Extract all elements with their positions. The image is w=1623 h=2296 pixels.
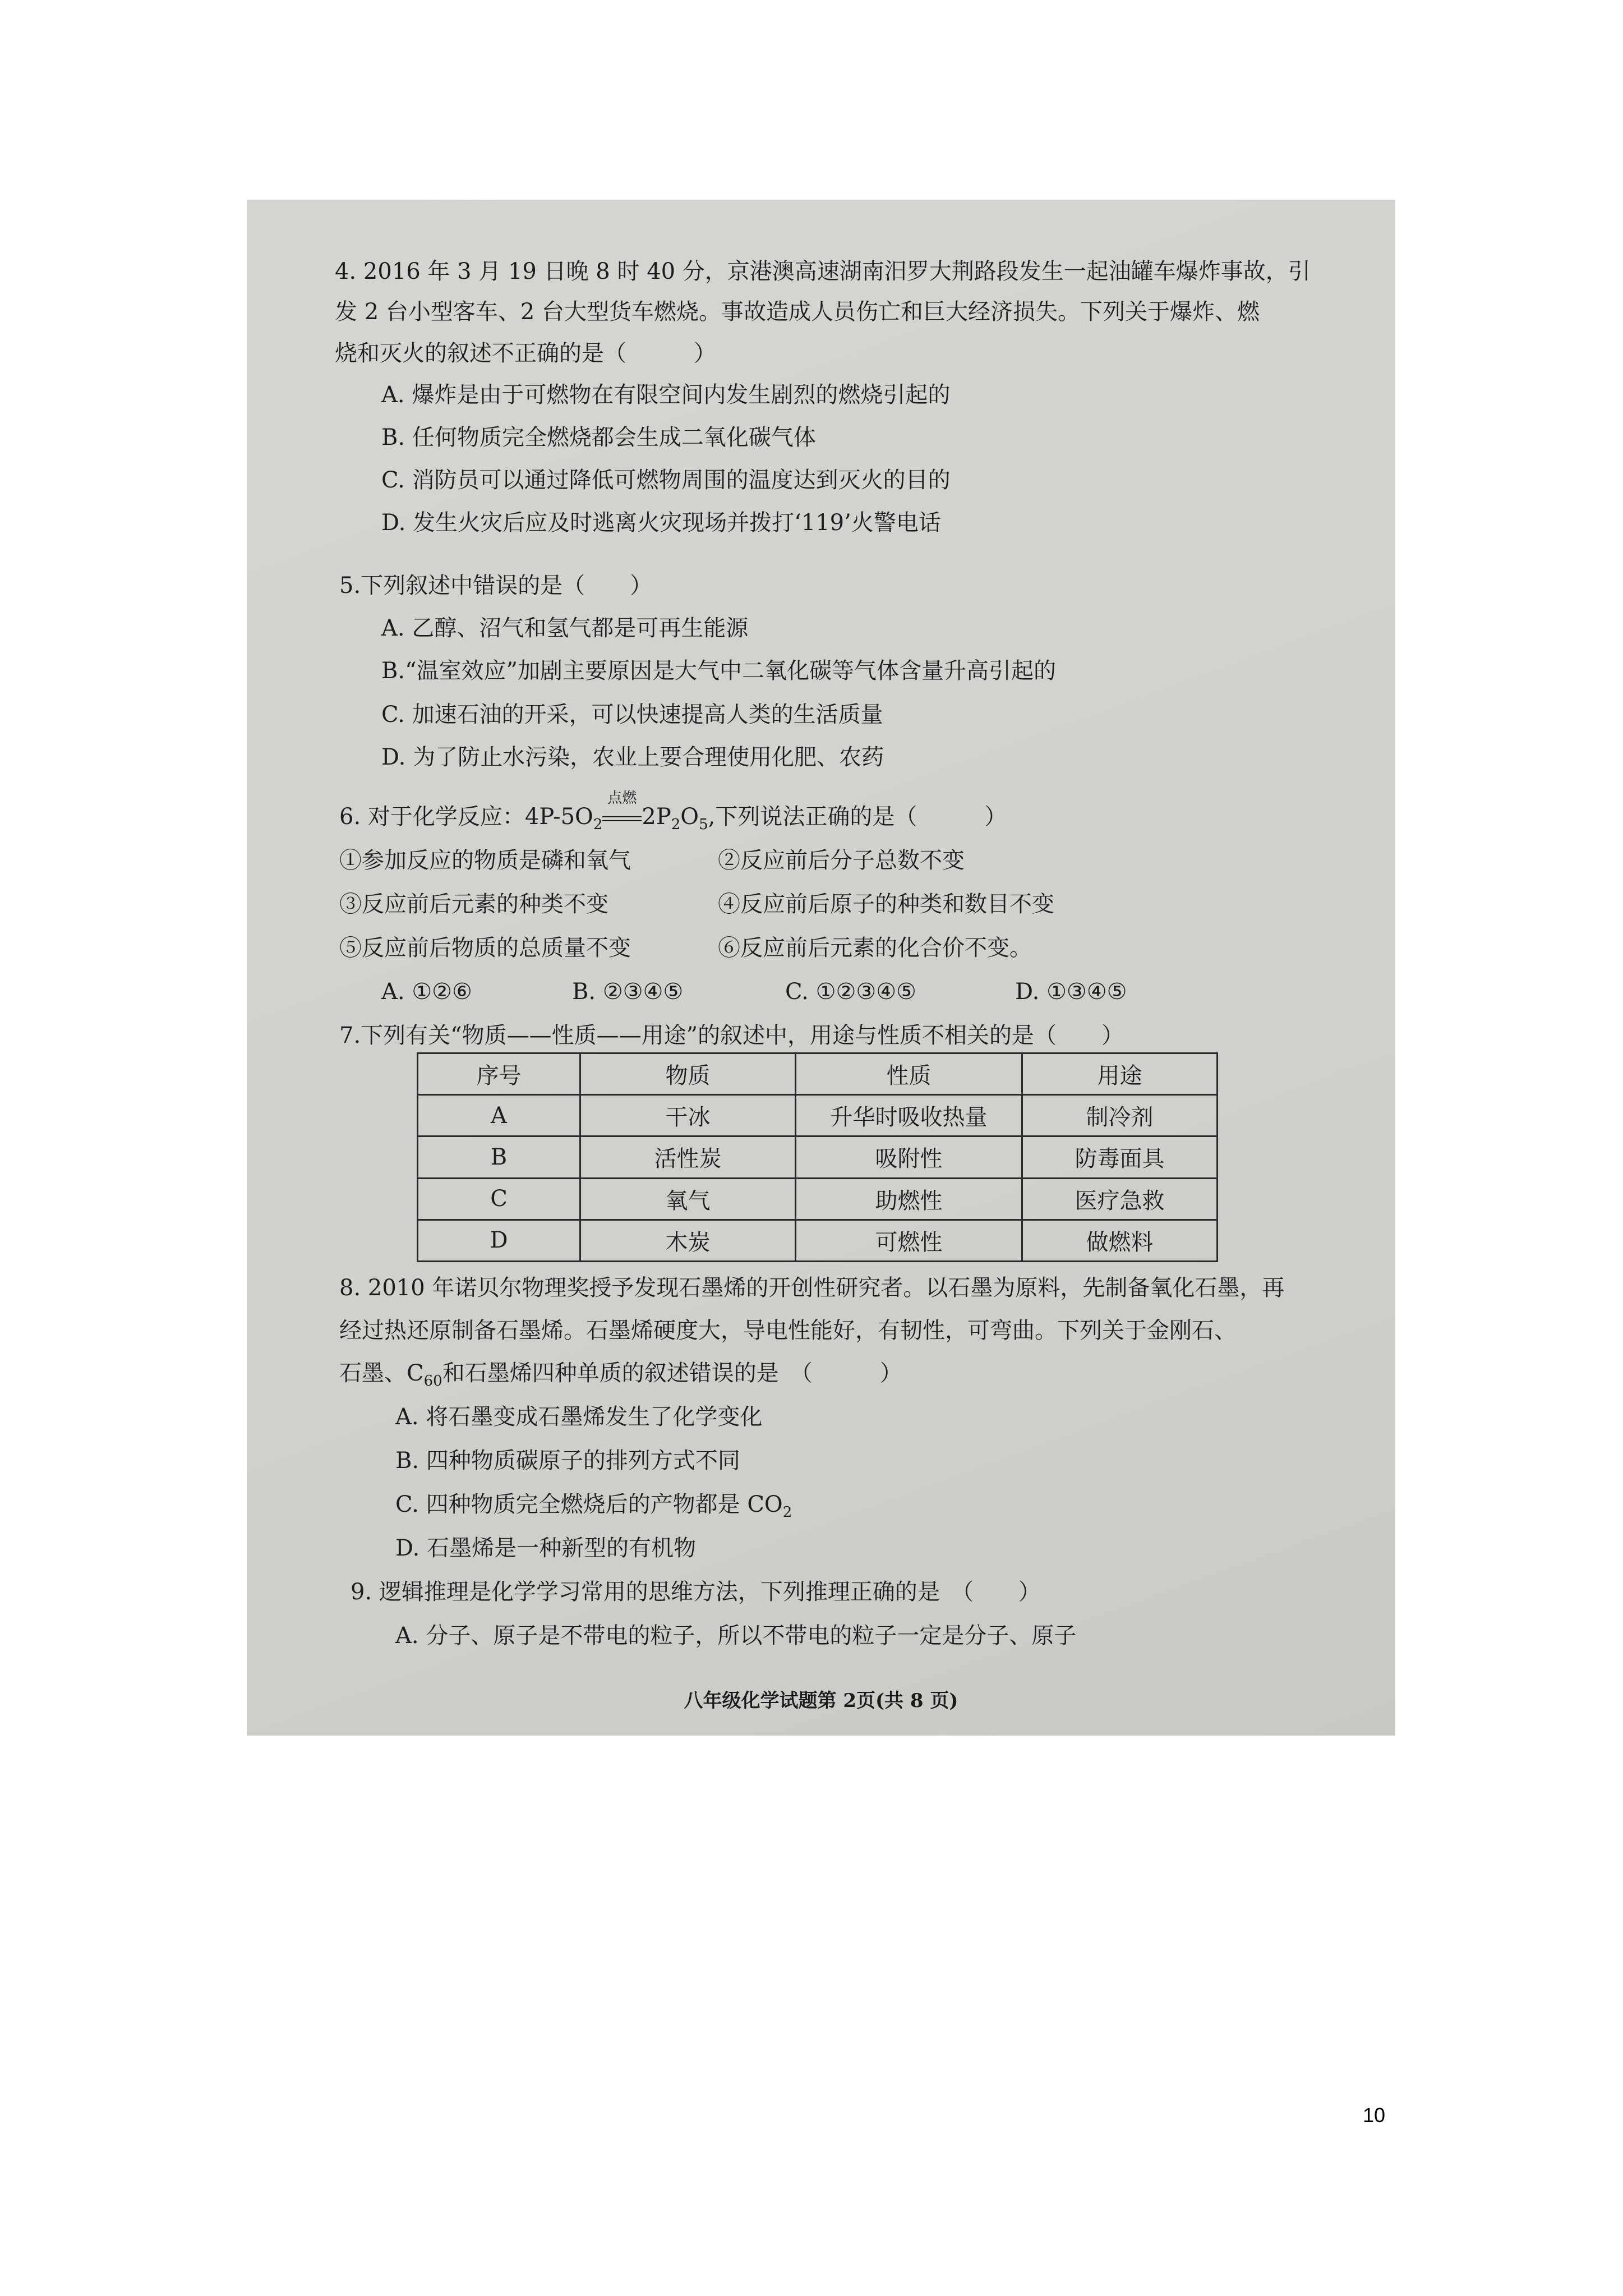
table-row xyxy=(418,1178,1218,1220)
q6-statement-4: ④反应前后原子的种类和数目不变 xyxy=(718,891,1054,917)
q6-eq-right-sub1: 2 xyxy=(671,816,681,833)
q8-option-a: A. 将石墨变成石墨烯发生了化学变化 xyxy=(395,1404,763,1430)
q4-option-a: A. 爆炸是由于可燃物在有限空间内发生剧烈的燃烧引起的 xyxy=(381,382,951,408)
table-cell: 做燃料 xyxy=(1022,1220,1218,1261)
table-cell: 吸附性 xyxy=(796,1137,1022,1178)
q6-statement-6: ⑥反应前后元素的化合价不变。 xyxy=(718,935,1032,961)
table-cell: 助燃性 xyxy=(796,1178,1022,1220)
q6-statement-2: ②反应前后分子总数不变 xyxy=(718,848,965,873)
q7-stem: 7.下列有关“物质——性质——用途”的叙述中，用途与性质不相关的是（ ） xyxy=(339,1023,1124,1048)
q6-statement-3: ③反应前后元素的种类不变 xyxy=(339,891,608,917)
q6-option-a: A. ①②⑥ xyxy=(381,979,472,1005)
table-cell: 木炭 xyxy=(580,1220,796,1261)
q5-option-d: D. 为了防止水污染，农业上要合理使用化肥、农药 xyxy=(381,744,884,770)
q5-stem: 5.下列叙述中错误的是（ ） xyxy=(339,573,653,599)
q6-option-d: D. ①③④⑤ xyxy=(1015,979,1127,1005)
q6-eq-right: 2P xyxy=(642,804,671,830)
table-cell: B xyxy=(418,1137,580,1178)
q4-option-c: C. 消防员可以通过降低可燃物周围的温度达到灭火的目的 xyxy=(381,467,951,493)
q6-stem-prefix: 6. 对于化学反应： xyxy=(339,804,525,830)
table-cell: 干冰 xyxy=(580,1095,796,1137)
table-cell: 升华时吸收热量 xyxy=(796,1095,1022,1137)
q5-option-a: A. 乙醇、沼气和氢气都是可再生能源 xyxy=(381,615,749,641)
exam-page-footer: 八年级化学试题第 2页(共 8 页) xyxy=(684,1690,958,1712)
q8-stem-line-3 xyxy=(339,1362,902,1388)
q7-table xyxy=(417,1052,1218,1262)
table-row xyxy=(418,1220,1218,1261)
table-cell: 制冷剂 xyxy=(1022,1095,1218,1137)
q4-stem-line-3: 烧和灭火的叙述不正确的是（ ） xyxy=(335,341,716,366)
q9-option-a: A. 分子、原子是不带电的粒子，所以不带电的粒子一定是分子、原子 xyxy=(395,1623,1077,1649)
table-cell: D xyxy=(418,1220,580,1261)
table-cell: A xyxy=(418,1095,580,1137)
q6-eq-left: 4P-5O xyxy=(524,804,593,830)
q4-option-b: B. 任何物质完全燃烧都会生成二氧化碳气体 xyxy=(381,425,816,450)
q8-stem-line-1: 8. 2010 年诺贝尔物理奖授予发现石墨烯的开创性研究者。以石墨为原料，先制备氧化石墨，再 xyxy=(339,1275,1285,1301)
table-cell: 防毒面具 xyxy=(1022,1137,1218,1178)
page-number: 10 xyxy=(1363,2104,1386,2127)
equals-sign-icon xyxy=(602,816,642,821)
q8-option-d: D. 石墨烯是一种新型的有机物 xyxy=(395,1535,697,1561)
q6-eq-right-mid: O xyxy=(680,804,699,830)
table-header-row xyxy=(418,1053,1218,1095)
q8-c60-sub: 60 xyxy=(423,1373,442,1389)
q6-stem xyxy=(339,790,1007,833)
q5-option-b: B.“温室效应”加剧主要原因是大气中二氧化碳等气体含量升高引起的 xyxy=(381,658,1057,684)
table-cell: 氧气 xyxy=(580,1178,796,1220)
table-cell: 医疗急救 xyxy=(1022,1178,1218,1220)
table-header-cell: 物质 xyxy=(580,1053,796,1095)
table-row xyxy=(418,1095,1218,1137)
q8-co2-sub: 2 xyxy=(782,1504,792,1521)
table-header-cell: 性质 xyxy=(796,1053,1022,1095)
table-cell: 活性炭 xyxy=(580,1137,796,1178)
q5-option-c: C. 加速石油的开采，可以快速提高人类的生活质量 xyxy=(381,702,883,728)
q8-option-c-text: C. 四种物质完全燃烧后的产物都是 CO xyxy=(395,1492,783,1517)
q8-stem-line-3-suffix: 和石墨烯四种单质的叙述错误的是 （ ） xyxy=(442,1360,902,1386)
q4-stem-line-1: 4. 2016 年 3 月 19 日晚 8 时 40 分，京港澳高速湖南汨罗大荆路段发生一起油罐车爆炸事故，引 xyxy=(335,259,1311,284)
q8-stem-line-3-prefix: 石墨、C xyxy=(339,1360,424,1386)
q6-statement-5: ⑤反应前后物质的总质量不变 xyxy=(339,935,631,961)
q9-stem: 9. 逻辑推理是化学学习常用的思维方法，下列推理正确的是 （ ） xyxy=(351,1579,1041,1605)
q6-stem-suffix: ,下列说法正确的是（ ） xyxy=(708,804,1007,830)
table-header-cell: 序号 xyxy=(418,1053,580,1095)
reaction-arrow xyxy=(602,790,642,828)
table-cell: 可燃性 xyxy=(796,1220,1022,1261)
q4-stem-line-2: 发 2 台小型客车、2 台大型货车燃烧。事故造成人员伤亡和巨大经济损失。下列关于爆炸、燃 xyxy=(335,299,1260,325)
table-cell: C xyxy=(418,1178,580,1220)
q6-eq-condition: 点燃 xyxy=(607,790,637,807)
q6-statement-1: ①参加反应的物质是磷和氧气 xyxy=(339,848,631,873)
table-row xyxy=(418,1137,1218,1178)
q8-option-c xyxy=(395,1493,792,1520)
q6-eq-right-sub2: 5 xyxy=(699,816,708,833)
q6-option-c: C. ①②③④⑤ xyxy=(785,979,916,1005)
q6-eq-left-sub: 2 xyxy=(593,816,603,833)
q8-option-b: B. 四种物质碳原子的排列方式不同 xyxy=(395,1448,740,1474)
q6-option-b: B. ②③④⑤ xyxy=(572,979,684,1005)
scanned-exam-photo xyxy=(247,200,1395,1736)
q4-option-d: D. 发生火灾后应及时逃离火灾现场并拨打‘119’火警电话 xyxy=(381,510,941,536)
table-header-cell: 用途 xyxy=(1022,1053,1218,1095)
q8-stem-line-2: 经过热还原制备石墨烯。石墨烯硬度大，导电性能好，有韧性，可弯曲。下列关于金刚石、 xyxy=(339,1318,1237,1343)
